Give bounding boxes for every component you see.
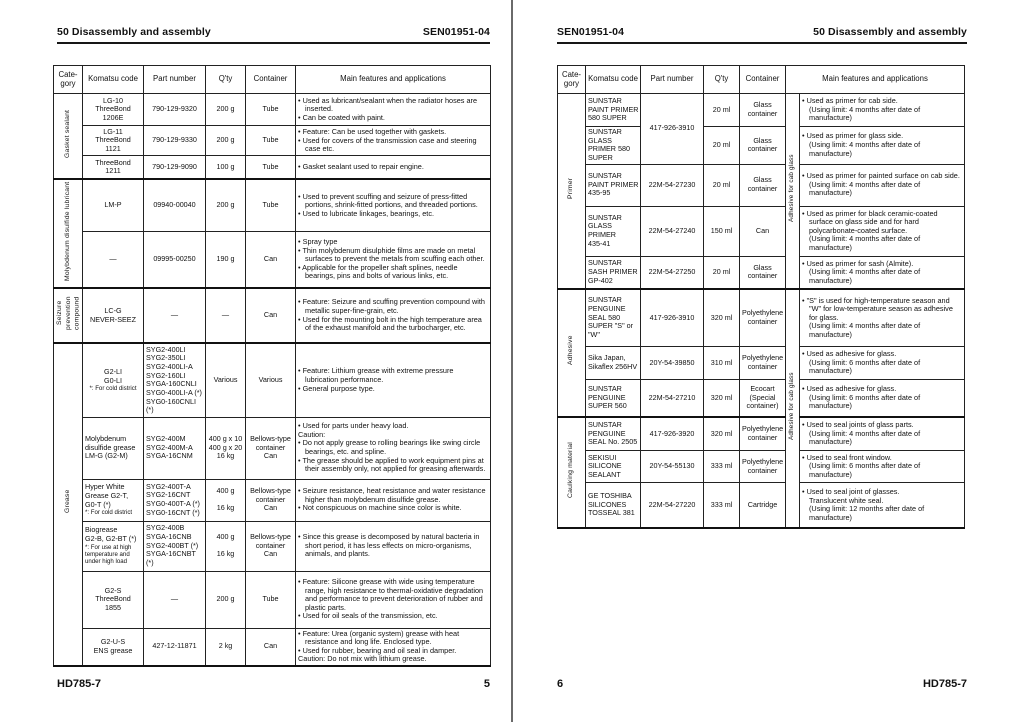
sidebar-label-cell — [786, 94, 800, 290]
feature-line: • Can be coated with paint. — [298, 112, 385, 122]
container-cell: Polyethylene container — [740, 289, 786, 346]
features-cell — [800, 127, 965, 165]
features-cell — [800, 94, 965, 127]
container-cell: Various — [246, 343, 296, 417]
table-row — [558, 164, 965, 206]
qty-cell: 200 g — [206, 126, 246, 156]
feature-line: • Used as adhesive for glass. — [802, 384, 897, 394]
part-number-cell: 427-12-11871 — [144, 628, 206, 666]
header-rule — [57, 42, 490, 44]
features-cell — [800, 417, 965, 450]
container-cell: Bellows-type container Can — [246, 521, 296, 571]
komatsu-code-cell: G2-S ThreeBond 1855 — [83, 571, 144, 628]
feature-line: • Used for oil seals of the transmission, etc. — [298, 611, 438, 621]
komatsu-code-cell: SUNSTAR PAINT PRIMER 580 SUPER — [586, 94, 641, 127]
feature-line: Caution: — [298, 429, 326, 439]
table-row — [558, 380, 965, 417]
feature-line: (Using limit: 4 months after date of manufacture) — [809, 267, 921, 285]
komatsu-code-cell: LM-P — [83, 179, 144, 231]
table-row — [54, 126, 491, 156]
features-cell — [296, 126, 491, 156]
column-header: Komatsu code — [586, 66, 641, 94]
category-cell — [54, 179, 83, 288]
table-row — [558, 127, 965, 165]
feature-line: • Thin molybdenum disulphide films are made on metal surfaces to prevent the metals from scuffing each other. — [298, 245, 485, 264]
feature-line: • Used as lubricant/sealant when the radiator hoses are inserted. — [298, 95, 477, 114]
komatsu-code-cell: Hyper White Grease G2-T, G0-T (*) *: For cold district — [83, 479, 144, 521]
part-number-cell: 790-129-9320 — [144, 94, 206, 126]
feature-line: • Used for rubber, bearing and oil seal in damper. — [298, 645, 457, 655]
features-cell — [296, 288, 491, 343]
container-cell: Can — [740, 206, 786, 256]
header-rule — [557, 42, 967, 44]
feature-line: • General purpose type. — [298, 383, 375, 393]
komatsu-code-cell: — — [83, 231, 144, 288]
features-cell — [296, 521, 491, 571]
qty-cell: 320 ml — [704, 289, 740, 346]
container-cell: Can — [246, 231, 296, 288]
komatsu-code-cell: LC-G NEVER-SEEZ — [83, 288, 144, 343]
part-number-cell: — — [144, 571, 206, 628]
category-cell — [558, 94, 586, 290]
page-header — [557, 26, 967, 38]
feature-line: • Used for parts under heavy load. — [298, 421, 409, 431]
komatsu-code-cell: Sika Japan, Sikaflex 256HV — [586, 347, 641, 380]
table-row — [558, 289, 965, 346]
table-row — [558, 450, 965, 482]
komatsu-code-cell: SEKISUI SILICONE SEALANT — [586, 450, 641, 482]
part-number-cell: 417-926-3910 — [641, 289, 704, 346]
category-label: Gasket sealant — [63, 109, 71, 158]
feature-line: (Using limit: 4 months after date of manufacture) — [809, 179, 921, 198]
column-header: Komatsu code — [83, 66, 144, 94]
category-label: Seizure prevention compound — [56, 296, 81, 330]
komatsu-code-cell: SUNSTAR PENGUINE SEAL No. 2505 — [586, 417, 641, 450]
table-row — [54, 571, 491, 628]
qty-cell: 320 ml — [704, 380, 740, 417]
feature-line: • Used to seal joints of glass parts. — [802, 420, 914, 430]
part-number-cell: 22M-54-27210 — [641, 380, 704, 417]
part-number-cell: 22M-54-27240 — [641, 206, 704, 256]
container-cell: Tube — [246, 126, 296, 156]
container-cell: Polyethylene container — [740, 417, 786, 450]
features-cell — [800, 164, 965, 206]
qty-cell: 400 g x 10 400 g x 20 16 kg — [206, 417, 246, 479]
part-number-cell: 20Y-54-55130 — [641, 450, 704, 482]
qty-cell: 20 ml — [704, 164, 740, 206]
table-row — [54, 179, 491, 231]
qty-cell: 400 g 16 kg — [206, 521, 246, 571]
komatsu-code-cell: SUNSTAR SASH PRIMER GP-402 — [586, 256, 641, 289]
qty-cell: 20 ml — [704, 256, 740, 289]
part-number-cell: 790-129-9090 — [144, 156, 206, 179]
container-cell: Tube — [246, 571, 296, 628]
feature-line: • Do not apply grease to rolling bearings like swing circle bearings, etc. and spline. — [298, 438, 481, 456]
category-label: Caulking material — [567, 442, 575, 499]
container-cell: Polyethylene container — [740, 347, 786, 380]
table-row — [54, 417, 491, 479]
feature-line: • The grease should be applied to work equipment pins at their assembly only, not applied for greasing afterwards. — [298, 455, 486, 474]
komatsu-code-cell: G2-U-S ENS grease — [83, 628, 144, 666]
table-row — [558, 206, 965, 256]
table-row — [54, 156, 491, 179]
features-cell — [800, 256, 965, 289]
komatsu-code-cell: LG-10 ThreeBond 1206E — [83, 94, 144, 126]
komatsu-code-cell: SUNSTAR GLASS PRIMER 580 SUPER — [586, 127, 641, 165]
category-label: Grease — [63, 490, 71, 514]
komatsu-code-cell: SUNSTAR PAINT PRIMER 435-95 — [586, 164, 641, 206]
column-header: Part number — [144, 66, 206, 94]
features-cell — [800, 483, 965, 528]
feature-line: • Applicable for the propeller shaft splines, needle bearings, pins and bolts of various links, etc. — [298, 262, 458, 281]
table-row — [54, 479, 491, 521]
part-number-cell: 22M-54-27250 — [641, 256, 704, 289]
features-cell — [296, 94, 491, 126]
part-number-cell: 790-129-9330 — [144, 126, 206, 156]
feature-line: (Using limit: 4 months after date of manufacture) — [809, 234, 921, 252]
feature-line: (Using limit: 4 months after date of manufacture) — [809, 140, 921, 158]
container-cell: Tube — [246, 156, 296, 179]
container-cell: Glass container — [740, 256, 786, 289]
qty-cell: 400 g 16 kg — [206, 479, 246, 521]
features-cell — [800, 450, 965, 482]
feature-line: • Spray type — [298, 237, 338, 247]
feature-line: • Used to prevent scuffing and seizure of press-fitted portions, shrink-fitted portions, and threaded portions. — [298, 191, 478, 210]
feature-line: • Used for covers of the transmission case and steering case etc. — [298, 135, 477, 154]
feature-line: • Used as primer for glass side. — [802, 131, 904, 141]
features-cell — [296, 231, 491, 288]
consumables-table — [53, 65, 491, 667]
page-footer — [57, 678, 490, 690]
qty-cell: 333 ml — [704, 450, 740, 482]
header-doc-number: SEN01951-04 — [557, 26, 625, 38]
feature-line: (Using limit: 6 months after date of manufacture) — [809, 357, 921, 376]
features-cell — [296, 479, 491, 521]
category-cell — [558, 289, 586, 417]
sidebar-label: Adhesive for cab glass — [788, 372, 796, 440]
feature-line: • Feature: Lithium grease with extreme pressure lubrication performance. — [298, 366, 454, 384]
container-cell: Bellows-type container Can — [246, 479, 296, 521]
feature-line: • Used for the mounting bolt in the high temperature area of the exhaust manifold and the turbocharger, etc. — [298, 314, 482, 333]
container-cell: Glass container — [740, 164, 786, 206]
header-section-title: 50 Disassembly and assembly — [813, 26, 967, 38]
qty-cell: Various — [206, 343, 246, 417]
part-number-cell: — — [144, 288, 206, 343]
table-row — [54, 288, 491, 343]
container-cell: Can — [246, 628, 296, 666]
feature-line: (Using limit: 6 months after date of manufacture) — [809, 392, 921, 411]
qty-cell: — — [206, 288, 246, 343]
komatsu-code-cell: ThreeBond 1211 — [83, 156, 144, 179]
page-right — [513, 0, 1024, 722]
qty-cell: 100 g — [206, 156, 246, 179]
features-cell — [296, 343, 491, 417]
feature-line: • Feature: Can be used together with gaskets. — [298, 126, 447, 136]
features-cell — [800, 347, 965, 380]
qty-cell: 150 ml — [704, 206, 740, 256]
features-cell — [800, 206, 965, 256]
column-header: Main features and applications — [786, 66, 965, 94]
feature-line: • Used as adhesive for glass. — [802, 349, 897, 359]
table-header-row — [558, 66, 965, 94]
komatsu-code-cell: SUNSTAR PENGUINE SUPER 560 — [586, 380, 641, 417]
feature-line: (Using limit: 6 months after date of manufacture) — [809, 461, 921, 479]
column-header: Part number — [641, 66, 704, 94]
features-cell — [800, 380, 965, 417]
feature-line: • "S" is used for high-temperature season and "W" for low-temperature season as adhesive for glass. — [802, 295, 953, 322]
category-cell — [558, 417, 586, 528]
table-row — [558, 483, 965, 528]
qty-cell: 20 ml — [704, 127, 740, 165]
footer-page-number: 5 — [483, 678, 490, 690]
footer-page-number: 6 — [557, 678, 564, 690]
footer-model: HD785-7 — [922, 678, 967, 690]
part-number-cell: 417-926-3920 — [641, 417, 704, 450]
feature-line: Translucent white seal. — [809, 495, 884, 505]
header-section-title: 50 Disassembly and assembly — [57, 26, 211, 38]
column-header: Q'ty — [704, 66, 740, 94]
feature-line: (Using limit: 4 months after date of manufacture) — [809, 104, 921, 123]
category-cell — [54, 288, 83, 343]
column-header: Cate- gory — [54, 66, 83, 94]
container-cell: Tube — [246, 94, 296, 126]
table-row — [54, 628, 491, 666]
feature-line: • Used as primer for cab side. — [802, 96, 898, 106]
category-label: Adhesive — [567, 335, 575, 366]
feature-line: • Feature: Silicone grease with wide using temperature range, high resistance to thermal-oxidative degradation and performance to prevent deterioration of rubber and plastic parts. — [298, 577, 484, 612]
part-number-cell: SYG2-400T-A SYG2-16CNT SYG0-400T-A (*) SYG0-16CNT (*) — [144, 479, 206, 521]
komatsu-code-cell: SUNSTAR GLASS PRIMER 435-41 — [586, 206, 641, 256]
feature-line: • Seizure resistance, heat resistance and water resistance higher than molybdenum disulfide grease. — [298, 486, 486, 504]
container-cell: Ecocart (Special container) — [740, 380, 786, 417]
table-row — [558, 94, 965, 127]
table-header-row — [54, 66, 491, 94]
features-cell — [296, 156, 491, 179]
komatsu-code-cell: Molybdenum disulfide grease LM-G (G2-M) — [83, 417, 144, 479]
sidebar-label-cell — [786, 289, 800, 528]
qty-cell: 20 ml — [704, 94, 740, 127]
komatsu-code-cell: G2-LI G0-LI *: For cold district — [83, 343, 144, 417]
qty-cell: 333 ml — [704, 483, 740, 528]
feature-line: • Not conspicuous on machine since color is white. — [298, 503, 462, 513]
table-row — [54, 231, 491, 288]
part-number-cell: 417-926-3910 — [641, 94, 704, 165]
part-number-cell: 20Y-54-39850 — [641, 347, 704, 380]
container-cell: Glass container — [740, 127, 786, 165]
qty-cell: 2 kg — [206, 628, 246, 666]
feature-line: • Used as primer for black ceramic-coated surface on glass side and for hard polycarbonate-coated surface. — [802, 208, 938, 235]
container-cell: Glass container — [740, 94, 786, 127]
category-label: Primer — [567, 177, 575, 200]
container-cell: Cartridge — [740, 483, 786, 528]
category-cell — [54, 343, 83, 666]
feature-line: • Gasket sealant used to repair engine. — [298, 161, 424, 171]
table-row — [54, 94, 491, 126]
column-header: Q'ty — [206, 66, 246, 94]
table-row — [558, 256, 965, 289]
part-number-cell: 09995-00250 — [144, 231, 206, 288]
column-header: Main features and applications — [296, 66, 491, 94]
feature-line: • Feature: Seizure and scuffing prevention compound with metallic super-fine-grain, etc. — [298, 297, 485, 315]
features-cell — [296, 628, 491, 666]
header-doc-number: SEN01951-04 — [422, 26, 490, 38]
feature-line: • Used to seal front window. — [802, 452, 892, 462]
page-left — [0, 0, 511, 722]
feature-line: • Feature: Urea (organic system) grease with heat resistance and long life. Enclosed type. — [298, 628, 460, 647]
komatsu-code-cell: GE TOSHIBA SILICONES TOSSEAL 381 — [586, 483, 641, 528]
table-row — [558, 417, 965, 450]
footer-model: HD785-7 — [57, 678, 102, 690]
part-number-cell: SYG2-400M SYG2-400M-A SYGA-16CNM — [144, 417, 206, 479]
consumables-table — [557, 65, 965, 529]
features-cell — [296, 571, 491, 628]
column-header: Container — [246, 66, 296, 94]
feature-line: (Using limit: 4 months after date of manufacture) — [809, 428, 921, 447]
qty-cell: 320 ml — [704, 417, 740, 450]
feature-line: • Used to seal joint of glasses. — [802, 487, 900, 497]
feature-line: (Using limit: 4 months after date of manufacture) — [809, 321, 921, 339]
part-number-cell: SYG2-400LI SYG2-350LI SYG2-400LI-A SYG2-160LI SYGA-160CNLI SYG0-400LI-A (*) SYG0-160CNLI (*) — [144, 343, 206, 417]
feature-line: • Since this grease is decomposed by natural bacteria in short period, it has less effects on micro-organisms, animals, and plants. — [298, 532, 480, 559]
feature-line: • Used to lubricate linkages, bearings, etc. — [298, 208, 434, 218]
page-footer — [557, 678, 967, 690]
container-cell: Can — [246, 288, 296, 343]
komatsu-code-cell: Biogrease G2-B, G2-BT (*) *: For use at high temperature and under high load — [83, 521, 144, 571]
features-cell — [296, 417, 491, 479]
komatsu-code-cell: LG-11 ThreeBond 1121 — [83, 126, 144, 156]
part-number-cell: 22M-54-27220 — [641, 483, 704, 528]
container-cell: Tube — [246, 179, 296, 231]
feature-line: • Used as primer for sash (Almite). — [802, 258, 914, 268]
qty-cell: 310 ml — [704, 347, 740, 380]
feature-line: Caution: Do not mix with lithium grease. — [298, 654, 427, 664]
category-label: Molybdenum disulfide lubricant — [63, 181, 71, 281]
column-header: Cate- gory — [558, 66, 586, 94]
container-cell: Polyethylene container — [740, 450, 786, 482]
qty-cell: 200 g — [206, 94, 246, 126]
table-row — [54, 343, 491, 417]
qty-cell: 190 g — [206, 231, 246, 288]
part-number-cell: 22M-54-27230 — [641, 164, 704, 206]
sidebar-label: Adhesive for cab glass — [788, 154, 796, 223]
category-cell — [54, 94, 83, 180]
part-number-cell: SYG2-400B SYGA-16CNB SYG2-400BT (*) SYGA-16CNBT (*) — [144, 521, 206, 571]
column-header: Container — [740, 66, 786, 94]
qty-cell: 200 g — [206, 571, 246, 628]
feature-line: (Using limit: 12 months after date of manufacture) — [809, 504, 925, 522]
komatsu-code-cell: SUNSTAR PENGUINE SEAL 580 SUPER "S" or "W" — [586, 289, 641, 346]
table-row — [558, 347, 965, 380]
qty-cell: 200 g — [206, 179, 246, 231]
table-row — [54, 521, 491, 571]
features-cell — [296, 179, 491, 231]
container-cell: Bellows-type container Can — [246, 417, 296, 479]
features-cell — [800, 289, 965, 346]
feature-line: • Used as primer for painted surface on cab side. — [802, 171, 960, 181]
page-header — [57, 26, 490, 38]
part-number-cell: 09940-00040 — [144, 179, 206, 231]
